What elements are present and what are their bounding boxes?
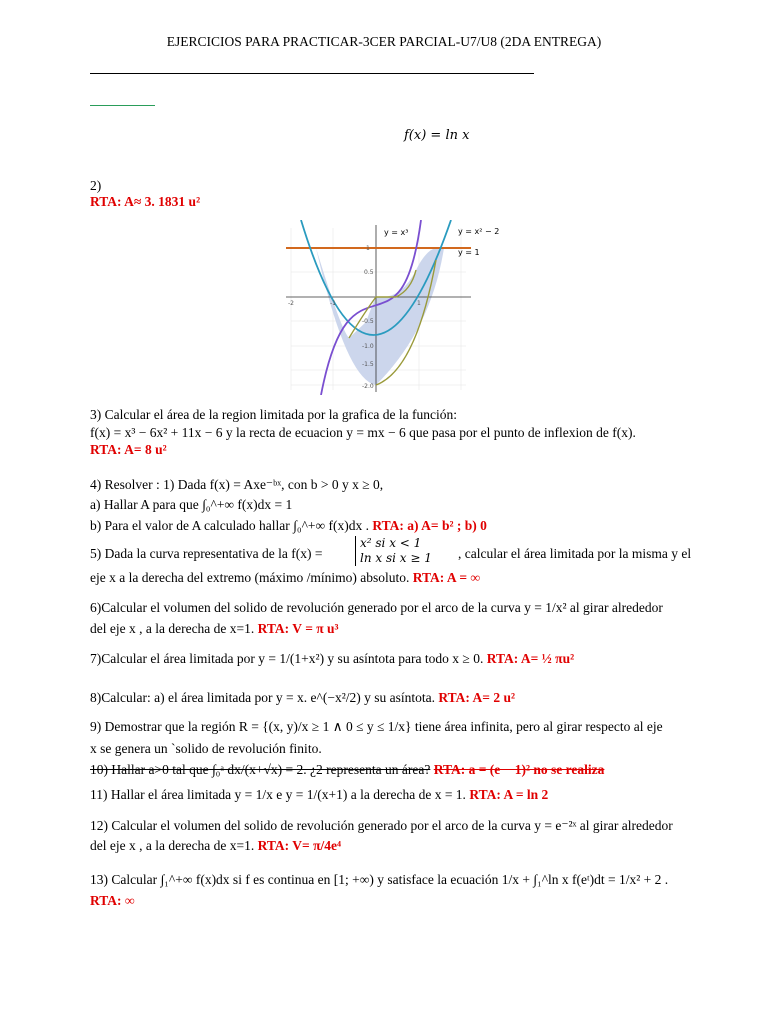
ex4-line1: 4) Resolver : 1) Dada f(x) = Axe⁻ᵇˣ, con b > 0 y x ≥ 0, <box>90 477 384 492</box>
green-rule <box>90 105 155 106</box>
document-title: EJERCICIOS PARA PRACTICAR-3CER PARCIAL-U7/U8 (2DA ENTREGA) <box>166 34 602 49</box>
ex5-line1a: 5) Dada la curva representativa de la f(x) = <box>90 546 323 561</box>
ex12-answer: RTA: V= π/4e⁴ <box>257 838 342 853</box>
ex5-piecewise <box>355 536 432 566</box>
ex13-line: 13) Calcular ∫₁^+∞ f(x)dx si f es continua en [1; +∞) y satisface la ecuación 1/x + ∫₁^ln x f(eᵗ)dt = 1/x² + 2 . <box>90 872 669 887</box>
ex6-line2-row <box>90 621 339 637</box>
ex2-answer: RTA: A≈ 3. 1831 u² <box>90 194 201 209</box>
ex9-line2: x se genera un `solido de revolución finito. <box>90 741 322 756</box>
area-graph <box>286 220 506 395</box>
ytick-1: 1 <box>366 245 370 252</box>
ex8-line: 8)Calcular: a) el área limitada por y = x. e^(−x²/2) y su asíntota. <box>90 690 435 705</box>
ex3-line2: f(x) = x³ − 6x² + 11x − 6 y la recta de ecuacion y = mx − 6 que pasa por el punto de inflexion de f(x). <box>90 425 636 440</box>
ytick-neg1-5: -1.5 <box>362 361 374 368</box>
label-cubic: y = x³ <box>384 228 409 237</box>
ex3-line1: 3) Calcular el área de la region limitada por la grafica de la función: <box>90 407 457 422</box>
ex7-row <box>90 651 574 667</box>
ex10-answer: RTA: a = (e − 1)² no se realiza <box>433 762 605 777</box>
xtick-1: 1 <box>417 300 421 307</box>
ex8-answer: RTA: A= 2 u² <box>438 690 516 705</box>
ex6-answer: RTA: V = π u³ <box>257 621 339 636</box>
ytick-neg2-0: -2.0 <box>362 383 374 390</box>
ex5-line2-row <box>90 570 480 586</box>
title-underline <box>90 73 534 74</box>
ex5-line2: eje x a la derecha del extremo (máximo /mínimo) absoluto. <box>90 570 410 585</box>
ytick-neg1-0: -1.0 <box>362 343 374 350</box>
ex12-line1: 12) Calcular el volumen del solido de revolución generado por el arco de la curva y = e⁻²ˣ al girar alrededor <box>90 818 673 833</box>
ex5-piece2: ln x si x ≥ 1 <box>360 551 432 565</box>
xtick-neg1: -1 <box>330 300 336 307</box>
ex4-line3-text: b) Para el valor de A calculado hallar ∫₀^+∞ f(x)dx . <box>90 518 370 533</box>
label-line: y = 1 <box>458 248 480 257</box>
ex13-answer: RTA: ∞ <box>90 893 135 908</box>
ex2-number: 2) <box>90 178 102 193</box>
label-parabola: y = x² − 2 <box>458 227 500 236</box>
ex12-line2: del eje x , a la derecha de x=1. <box>90 838 255 853</box>
ex5-answer: RTA: A = ∞ <box>412 570 481 585</box>
ex12-line2-row <box>90 838 341 854</box>
fx-heading: f(x) = ln x <box>404 128 470 143</box>
ex7-line: 7)Calcular el área limitada por y = 1/(1+x²) y su asíntota para todo x ≥ 0. <box>90 651 484 666</box>
ex4-line2: a) Hallar A para que ∫₀^+∞ f(x)dx = 1 <box>90 497 293 512</box>
ex10-line: 10) Hallar a>0 tal que ∫₀ᵃ dx/(x+√x) = 2. ¿2 representa un área? <box>90 762 431 777</box>
ex11-row <box>90 787 548 803</box>
ex7-answer: RTA: A= ½ πu² <box>486 651 575 666</box>
ex5-line1b: , calcular el área limitada por la misma y el <box>458 546 692 561</box>
ex11-answer: RTA: A = ln 2 <box>469 787 549 802</box>
xtick-neg2: -2 <box>288 300 294 307</box>
ex6-line1: 6)Calcular el volumen del solido de revolución generado por el arco de la curva y = 1/x² al girar alrededor <box>90 600 663 615</box>
ex4-answer: RTA: a) A= b² ; b) 0 <box>372 518 487 533</box>
ex4-line3 <box>90 518 487 534</box>
ex8-row <box>90 690 515 706</box>
ytick-0-5: 0.5 <box>364 269 374 276</box>
ytick-neg0-5: -0.5 <box>362 318 374 325</box>
ex11-line: 11) Hallar el área limitada y = 1/x e y = 1/(x+1) a la derecha de x = 1. <box>90 787 466 802</box>
ex10-row <box>90 762 604 778</box>
ex5-piece1: x² si x < 1 <box>360 536 422 550</box>
ex6-line2: del eje x , a la derecha de x=1. <box>90 621 255 636</box>
ex3-answer: RTA: A= 8 u² <box>90 442 167 457</box>
ex9-line1: 9) Demostrar que la región R = {(x, y)/x ≥ 1 ∧ 0 ≤ y ≤ 1/x} tiene área infinita, pero al girar respecto al eje <box>90 719 663 734</box>
